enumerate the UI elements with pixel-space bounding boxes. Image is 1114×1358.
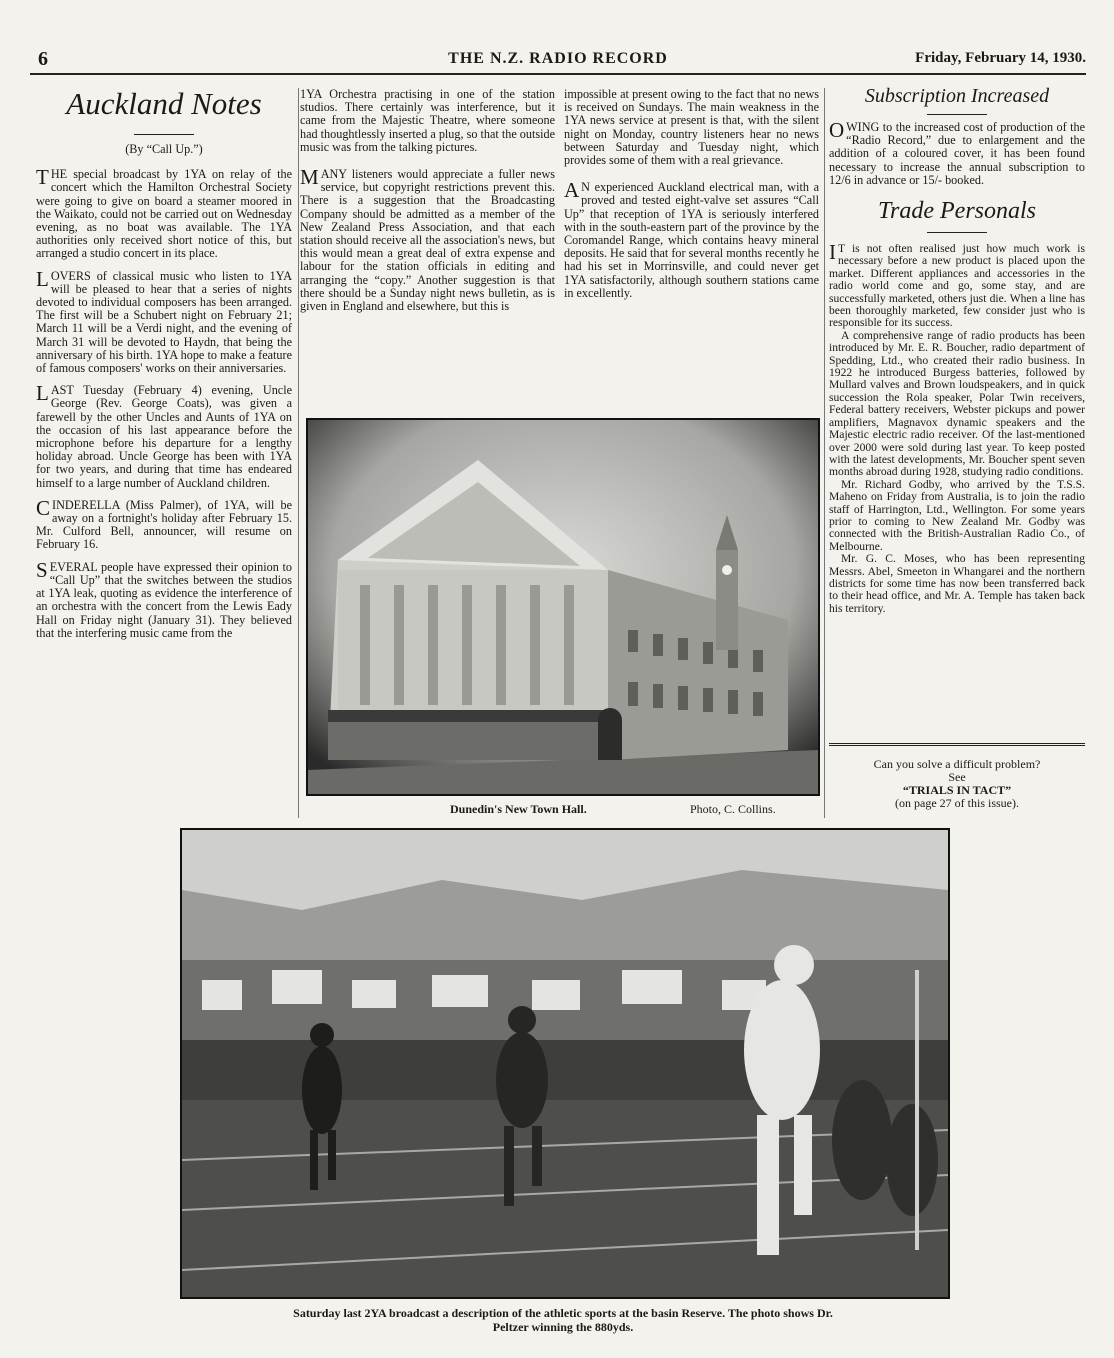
paragraph: impossible at present owing to the fact that no news is received on Sundays. The main weakness in the 1YA news service at present is that, with the silent night on Monday, country listeners hear no news between Saturday and Tuesday night, which provides some of them with a real grievance. [564,87,819,168]
issue-date: Friday, February 14, 1930. [915,50,1086,66]
paragraph: MANY listeners would appreciate a fuller news service, but copyright restrictions prevent this. There is a suggestion that the Broadcasting Company should be admitted as a member of the New Zealand Press Association, and that each station should receive all the association's news, but this would mean a great deal of extra expense and labour for the station officials in editing and arranging the “copy.” Another suggestion is that there should be a Sunday night news bulletin, as is given in England and elsewhere, but this is [300,165,555,314]
paragraph: 1YA Orchestra practising in one of the station studios. There certainly was interference, but it came from the Majestic Theatre, where someone had thoughtlessly inserted a plug, so that the outside music was from the talking pictures. [300,87,555,154]
paragraph: LAST Tuesday (February 4) evening, Uncle George (Rev. George Coats), was given a farewell by the other Uncles and Aunts of 1YA on the occasion of his last appearance before the microphone before his departure for a lengthy holiday abroad. Uncle George has been with 1YA for two years, and during that time has endeared himself to a large number of Auckland children. [36,381,292,490]
subscription-paragraph: OWING to the increased cost of production of the “Radio Record,” due to enlargement and the addition of a coloured cover, it has been found necessary to increase the annual subscription to 12/6 in advance or 15/- booked. [829,118,1085,187]
photo-credit: Photo, C. Collins. [690,802,776,816]
middle-right-column [564,88,819,309]
subscription-heading: Subscription Increased [864,85,1050,107]
heading-rule [134,134,194,135]
town-hall-photo [306,418,820,796]
trade-personals-heading: Trade Personals [877,198,1036,225]
paragraph: A comprehensive range of radio products has been introduced by Mr. E. R. Boucher, radio department of Spedding, Ltd., who created their radio business. In 1922 he introduced Burgess batteries, followed by Mullard valves and Brown loudspeakers, and in quick succession the Rola speaker, Polar Twin receivers, Federal battery receivers, Webster pickups and power amplifiers, Magnavox dynamic speakers and the Majestic electric radio receiver. Of the last-mentioned over 2000 were sold during last year. To keep posted with the latest developments, Mr. Boucher spent seven months abroad during 1928, studying radio conditions. [829,328,1085,479]
puzzle-rule [829,743,1085,746]
auckland-notes-heading: Auckland Notes [66,86,262,121]
column-divider [824,88,825,818]
column-divider [298,88,299,818]
puzzle-line: Can you solve a difficult problem? [873,757,1041,771]
heading-rule [927,232,987,233]
masthead-title: THE N.Z. RADIO RECORD [448,50,668,67]
auckland-notes-column [36,84,292,649]
page-header [30,48,1086,70]
athletics-photo [180,828,950,1299]
paragraph: I T is not often realised just how much work is necessary before a new product is placed upon the market. Different appliances and accessories in the radio world come and go, some stay, and are successfully marketed, others just die. When a line has been thoroughly marketed, few consider just who is responsible for its success. [829,240,1085,330]
paragraph: SEVERAL people have expressed their opinion to “Call Up” that the switches between the studios at 1YA leak, quoting as evidence the interference of an orchestra with the concert from the Lewis Eady Hall on Friday night (January 31). They believed that the interfering music came from the [36,557,292,640]
town-hall-image [308,420,818,794]
caption-line: Saturday last 2YA broadcast a description of the athletic sports at the basin Reserve. The photo shows Dr. [293,1306,833,1320]
paragraph: THE special broadcast by 1YA on relay of the concert which the Hamilton Orchestral Society were going to give on board a steamer moored in the Waikato, could not be carried out on Wednesday evening, as no boat was available. The 1YA authorities only received short notice of this, but arranged a studio concert in its place. [36,165,292,261]
puzzle-line: See [948,770,966,784]
athletics-caption [180,1306,946,1334]
caption-line: Peltzer winning the 880yds. [492,1320,634,1334]
byline: (By “Call Up.”) [125,142,203,156]
puzzle-notice [829,758,1085,810]
paragraph: LOVERS of classical music who listen to 1YA will be pleased to hear that a series of nights devoted to individual composers has been arranged. The first will be a Schubert night on February 21; March 11 will be a Verdi night, and the evening of March 31 will be devoted to Haydn, that being the anniversary of his birth. 1YA hope to make a feature of famous composers' works on their anniversaries. [36,266,292,376]
header-rule [30,73,1086,75]
paragraph: CINDERELLA (Miss Palmer), of 1YA, will be away on a fortnight's holiday after February 15. Mr. Culford Bell, announcer, will resume on February 16. [36,495,292,552]
town-hall-caption: Dunedin's New Town Hall. [450,802,587,816]
athletics-image [182,830,948,1297]
heading-rule [927,114,987,115]
puzzle-line: (on page 27 of this issue). [895,796,1019,810]
page-number: 6 [38,48,48,70]
paragraph: Mr. Richard Godby, who arrived by the T.S.S. Maheno on Friday from Australia, is to join the radio staff of Harrington, Ltd., Wellington. For some years prior to coming to New Zealand Mr. Godby was connected with the British-Australian Radio Co., of Melbourne. [829,477,1085,553]
right-column [829,84,1085,615]
puzzle-title: “TRIALS IN TACT” [902,783,1012,797]
paragraph: Mr. G. C. Moses, who has been representing Messrs. Abel, Smeeton in Whangarei and the northern districts for some time has now been transferred back to their head office, and Mr. A. Temple has taken back his territory. [829,552,1085,615]
middle-left-column [300,88,555,322]
paragraph: A N experienced Auckland electrical man, with a proved and tested eight-valve set assures “Call Up” that reception of 1YA is seriously interfered with in the south-eastern part of the province by the Coromandel Range, which contains heavy mineral deposits. He said that for several months recently he had his set in Morrinsville, and could never get 1YA satisfactorily, although southern stations came in excellently. [564,178,819,300]
